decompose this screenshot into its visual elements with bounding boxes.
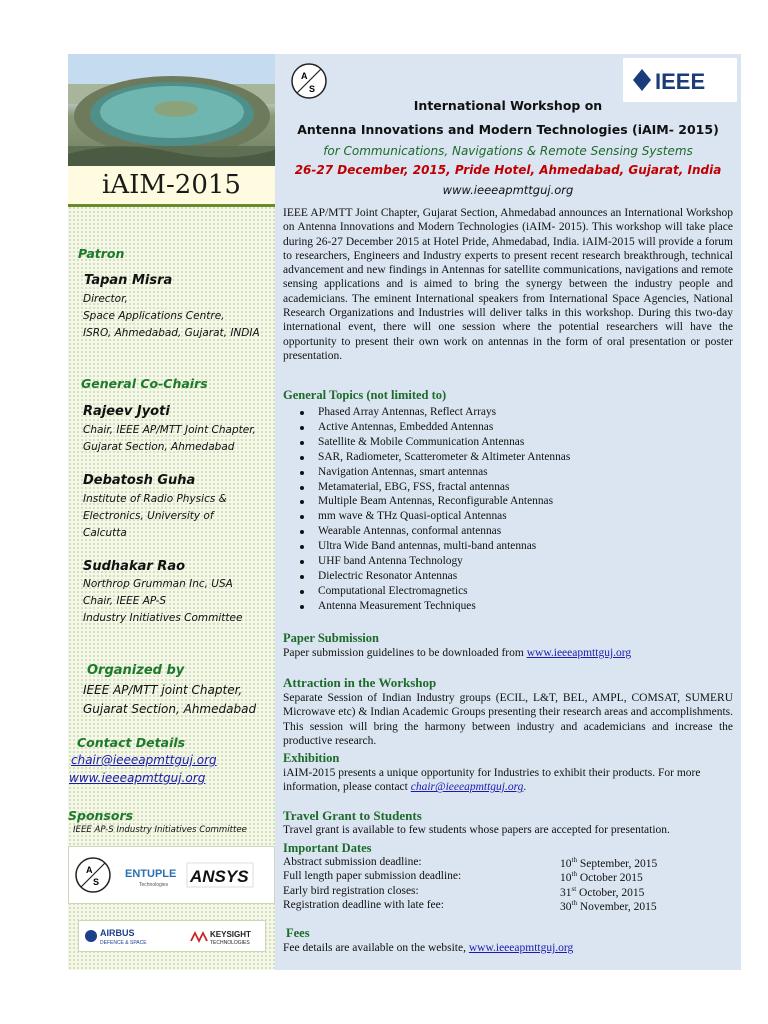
- date-suffix: th: [571, 870, 577, 879]
- svg-text:A: A: [86, 865, 93, 875]
- date-value: [560, 899, 657, 913]
- sponsor-logos-2: [79, 921, 265, 951]
- entuple-logo-text: ENTUPLE: [125, 868, 177, 880]
- date-label: Early bird registration closes:: [283, 884, 419, 897]
- svg-text:DEFENCE & SPACE: DEFENCE & SPACE: [100, 940, 147, 946]
- organized-details: [83, 681, 256, 719]
- bullet-icon: [300, 545, 304, 549]
- ieee-logo-text: IEEE: [655, 69, 706, 94]
- organizer-line: IEEE AP/MTT joint Chapter,: [83, 683, 243, 697]
- bullet-icon: [300, 500, 304, 504]
- bullet-icon: [300, 605, 304, 609]
- header-banner: [275, 54, 741, 204]
- topic-item: SAR, Radiometer, Scatterometer & Altimeter Antennas: [318, 450, 571, 463]
- date-suffix: th: [571, 898, 577, 907]
- svg-text:A: A: [301, 71, 308, 81]
- sponsor-logos-row-1: [68, 846, 275, 904]
- svg-text:S: S: [93, 877, 100, 887]
- date-suffix: th: [571, 856, 577, 864]
- date-day: 30: [560, 900, 572, 913]
- travel-heading: Travel Grant to Students: [283, 808, 422, 823]
- svg-text:ANSYS: ANSYS: [190, 867, 249, 886]
- bullet-icon: [300, 575, 304, 579]
- cochair-name: Rajeev Jyoti: [83, 404, 170, 419]
- cochair-line: Electronics, University of: [83, 510, 214, 522]
- dates-heading: Important Dates: [283, 841, 372, 855]
- date-month-year: October 2015: [576, 872, 643, 885]
- organizer-line: Gujarat Section, Ahmedabad: [83, 702, 257, 716]
- exhibition-heading: Exhibition: [283, 751, 340, 765]
- topic-item: Computational Electromagnetics: [318, 584, 468, 597]
- bullet-icon: [300, 471, 304, 475]
- topic-item: mm wave & THz Quasi-optical Antennas: [318, 510, 507, 523]
- cochair-line: Northrop Grumman Inc, USA: [83, 578, 233, 590]
- bullet-icon: [300, 530, 304, 534]
- svg-text:AIRBUS: AIRBUS: [100, 928, 135, 938]
- svg-text:TECHNOLOGIES: TECHNOLOGIES: [210, 940, 250, 946]
- cochair-details: [83, 491, 227, 542]
- intro-paragraph: IEEE AP/MTT Joint Chapter, Gujarat Section, Ahmedabad announces an International Workshop on Antenna Innovations and Modern Technologies (iAIM- 2015). This workshop will take place during 26-27 December 2015 at Hotel Pride, Ahmedabad, India. iAIM-2015 will provide a forum to researchers, Engineers and Industry experts to present recent research breakthrough, technical advancement and new findings in Antennas for satellite communications, navigations and remote sensing applications and is aimed to bring the synergy between the industry people and academicians. The eminent International speakers from International Space Agencies, National Research Organizations and Industries will deliver talks in this workshop. During this two-day international event, there will one session where the potential researchers will have the opportunity to present their own work on antennas in the form of oral presentation or poster presentation.: [283, 207, 733, 362]
- patron-line: Space Applications Centre,: [83, 310, 225, 322]
- bullet-icon: [300, 411, 304, 415]
- bullet-icon: [300, 515, 304, 519]
- paper-text-body: Paper submission guidelines to be downloaded from: [283, 647, 527, 659]
- date-day: 10: [560, 857, 572, 870]
- brand-title: iAIM-2015: [68, 166, 275, 207]
- travel-text: Travel grant is available to few students whose papers are accepted for presentation.: [283, 824, 670, 836]
- topic-item: Wearable Antennas, conformal antennas: [318, 525, 502, 538]
- flyer-page: [68, 54, 741, 970]
- exhibition-email-link[interactable]: chair@ieeeapmttguj.org: [410, 781, 524, 794]
- bullet-icon: [300, 560, 304, 564]
- fees-text-body: Fee details are available on the website,: [283, 942, 469, 954]
- date-day: 31: [560, 886, 572, 899]
- aps-logo-icon: [289, 62, 329, 100]
- svg-text:S: S: [309, 84, 316, 94]
- topic-item: Active Antennas, Embedded Antennas: [318, 420, 494, 433]
- fees-heading: Fees: [286, 926, 310, 940]
- cochair-line: Calcutta: [83, 527, 127, 539]
- topic-item: Metamaterial, EBG, FSS, fractal antennas: [318, 480, 510, 493]
- header-line-5: www.ieeeapmttguj.org: [442, 183, 574, 197]
- topic-item: Navigation Antennas, smart antennas: [318, 465, 488, 478]
- patron-name: Tapan Misra: [84, 273, 173, 288]
- fees-link[interactable]: www.ieeeapmttguj.org: [468, 942, 574, 954]
- topic-item: Antenna Measurement Techniques: [318, 599, 476, 612]
- patron-heading: Patron: [78, 246, 125, 261]
- date-month-year: October, 2015: [576, 886, 645, 899]
- date-day: 10: [560, 872, 572, 885]
- date-label: Abstract submission deadline:: [283, 856, 422, 868]
- sponsors-subtitle: IEEE AP-S Industry Initiatives Committee: [73, 825, 247, 835]
- attraction-text: Separate Session of Indian Industry groups (ECIL, L&T, BEL, AMPL, COMSAT, SUMERU Microwave etc) & Indian Academic Groups presenting their research areas and accomplishments. This session will bring the harmony between industry and academicians and increase the productive research.: [283, 692, 733, 747]
- date-label: Registration deadline with late fee:: [283, 898, 444, 911]
- left-sidebar: [68, 54, 275, 970]
- contact-website-link[interactable]: www.ieeeapmttguj.org: [69, 771, 206, 785]
- date-month-year: September, 2015: [576, 857, 658, 870]
- svg-text:Technologies: Technologies: [139, 882, 169, 888]
- exhibition-text-body: iAIM-2015 presents a unique opportunity for Industries to exhibit their products. For more information, please contact: [283, 767, 701, 794]
- paper-link[interactable]: www.ieeeapmttguj.org: [526, 647, 632, 659]
- header-line-2: Antenna Innovations and Modern Technologies (iAIM- 2015): [297, 122, 719, 137]
- cochair-details: [83, 576, 242, 627]
- topic-item: Phased Array Antennas, Reflect Arrays: [318, 406, 497, 418]
- topic-item: Satellite & Mobile Communication Antennas: [318, 435, 525, 448]
- bullet-icon: [300, 426, 304, 430]
- date-label: Full length paper submission deadline:: [283, 870, 462, 883]
- fees-text: [283, 942, 573, 954]
- organized-heading: Organized by: [87, 663, 185, 678]
- cochair-name: Debatosh Guha: [83, 473, 196, 488]
- ieee-logo: [623, 58, 737, 102]
- header-line-1: International Workshop on: [413, 98, 603, 113]
- cochair-details: [83, 422, 256, 456]
- ieee-logo-icon: [623, 58, 737, 102]
- bullet-icon: [300, 456, 304, 460]
- sponsor-logos-row-2: [78, 920, 266, 952]
- bullet-icon: [300, 486, 304, 490]
- patron-line: Director,: [83, 293, 128, 305]
- svg-text:KEYSIGHT: KEYSIGHT: [210, 930, 251, 939]
- header-line-3: for Communications, Navigations & Remote Sensing Systems: [323, 144, 693, 158]
- sponsors-heading: Sponsors: [68, 808, 134, 823]
- attraction-heading: Attraction in the Workshop: [283, 675, 437, 690]
- cochair-line: Chair, IEEE AP/MTT Joint Chapter,: [83, 424, 256, 436]
- topic-item: Multiple Beam Antennas, Reconfigurable Antennas: [318, 495, 554, 508]
- date-value: [560, 885, 644, 899]
- date-month-year: November, 2015: [576, 900, 657, 913]
- topic-item: UHF band Antenna Technology: [318, 555, 463, 567]
- paper-text: [283, 647, 631, 659]
- patron-details: [83, 291, 260, 342]
- contact-email-link[interactable]: chair@ieeeapmttguj.org: [71, 753, 217, 767]
- cochair-name: Sudhakar Rao: [83, 559, 186, 574]
- date-value: [560, 856, 657, 870]
- paper-heading: Paper Submission: [283, 631, 379, 645]
- cochair-line: Industry Initiatives Committee: [83, 612, 243, 624]
- lake-photo: [68, 54, 275, 166]
- topic-item: Dielectric Resonator Antennas: [318, 569, 458, 582]
- bullet-icon: [300, 441, 304, 445]
- contact-heading: Contact Details: [77, 735, 186, 750]
- kankaria-lake-image: [68, 54, 275, 166]
- exhibition-tail: .: [523, 781, 527, 794]
- cochairs-heading: General Co-Chairs: [81, 376, 208, 391]
- sponsor-logos: [69, 847, 274, 903]
- topic-item: Ultra Wide Band antennas, multi-band antennas: [318, 540, 537, 553]
- cochair-line: Gujarat Section, Ahmedabad: [83, 441, 235, 453]
- date-value: [560, 870, 643, 884]
- patron-line: ISRO, Ahmedabad, Gujarat, INDIA: [83, 327, 260, 339]
- bullet-icon: [300, 590, 304, 594]
- exhibition-text: [283, 766, 733, 795]
- date-suffix: st: [571, 884, 577, 893]
- cochair-line: Institute of Radio Physics &: [83, 493, 227, 505]
- topics-heading: General Topics (not limited to): [283, 388, 447, 402]
- header-line-4: 26-27 December, 2015, Pride Hotel, Ahmedabad, Gujarat, India: [294, 163, 722, 177]
- cochair-line: Chair, IEEE AP-S: [83, 595, 167, 607]
